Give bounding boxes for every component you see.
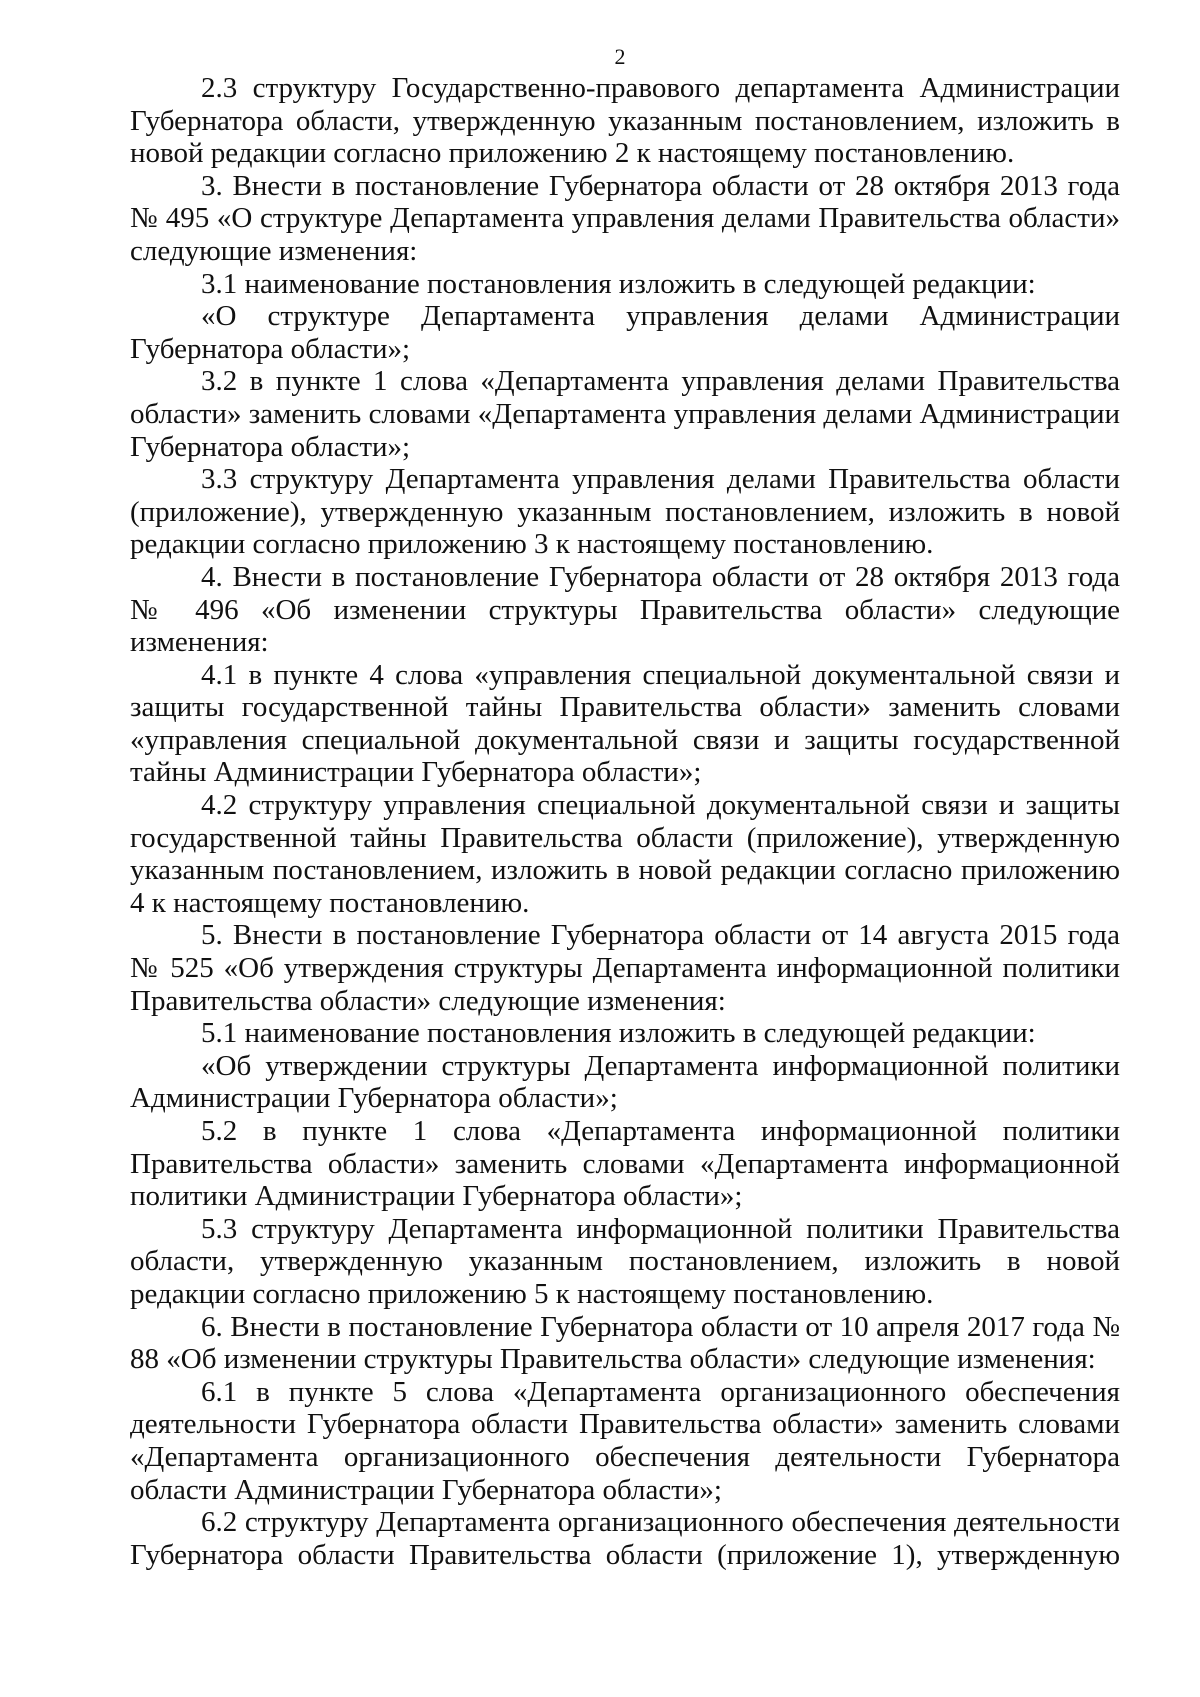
paragraph-3-1-quote: «О структуре Департамента управления делами Администрации Губернатора области»; — [130, 300, 1120, 365]
page-number: 2 — [614, 44, 626, 69]
paragraph-6: 6. Внести в постановление Губернатора области от 10 апреля 2017 года № 88 «Об изменении структуры Правительства области» следующие изменения: — [130, 1310, 1120, 1376]
paragraph-5-1: 5.1 наименование постановления изложить в следующей редакции: — [201, 1017, 1036, 1050]
paragraph-6-2: 6.2 структуру Департамента организационного обеспечения деятельности Губернатора области Правительства области (приложение 1), утвержденную — [130, 1506, 1120, 1571]
paragraph-3-2: 3.2 в пункте 1 слова «Департамента управления делами Правительства области» заменить словами «Департамента управления делами Администрации Губернатора области»; — [130, 365, 1120, 463]
paragraph-4: 4. Внести в постановление Губернатора области от 28 октября 2013 года № 496 «Об изменении структуры Правительства области» следующие изменения: — [130, 560, 1120, 659]
paragraph-2-3: 2.3 структуру Государственно-правового департамента Администрации Губернатора области, утвержденную указанным постановлением, изложить в новой редакции согласно приложению 2 к настоящему постановлению. — [130, 72, 1120, 170]
paragraph-5-2: 5.2 в пункте 1 слова «Департамента информационной политики Правительства области» заменить словами «Департамента информационной политики Администрации Губернатора области»; — [130, 1115, 1120, 1213]
document-body — [130, 72, 1120, 1571]
paragraph-5-1-quote: «Об утверждении структуры Департамента информационной политики Администрации Губернатора области»; — [130, 1049, 1120, 1115]
paragraph-4-1: 4.1 в пункте 4 слова «управления специальной документальной связи и защиты государственной тайны Правительства области» заменить словами «управления специальной документальной связи и защиты государственной тайны Администрации Губернатора области»; — [130, 658, 1120, 789]
paragraph-5-3: 5.3 структуру Департамента информационной политики Правительства области, утвержденную указанным постановлением, изложить в новой редакции согласно приложению 5 к настоящему постановлению. — [130, 1212, 1120, 1310]
paragraph-3-1: 3.1 наименование постановления изложить в следующей редакции: — [201, 267, 1036, 300]
paragraph-6-1: 6.1 в пункте 5 слова «Департамента организационного обеспечения деятельности Губернатора области Правительства области» заменить словами «Департамента организационного обеспечения деятельности Губернатора области Администрации Губернатора области»; — [130, 1375, 1120, 1506]
paragraph-3-3: 3.3 структуру Департамента управления делами Правительства области (приложение), утвержденную указанным постановлением, изложить в новой редакции согласно приложению 3 к настоящему постановлению. — [130, 463, 1120, 561]
paragraph-4-2: 4.2 структуру управления специальной документальной связи и защиты государственной тайны Правительства области (приложение), утвержденную указанным постановлением, изложить в новой редакции согласно приложению 4 к настоящему постановлению. — [130, 789, 1120, 919]
paragraph-3: 3. Внести в постановление Губернатора области от 28 октября 2013 года № 495 «О структуре Департамента управления делами Правительства области» следующие изменения: — [130, 169, 1120, 267]
paragraph-5: 5. Внести в постановление Губернатора области от 14 августа 2015 года № 525 «Об утверждения структуры Департамента информационной политики Правительства области» следующие изменения: — [130, 919, 1120, 1017]
